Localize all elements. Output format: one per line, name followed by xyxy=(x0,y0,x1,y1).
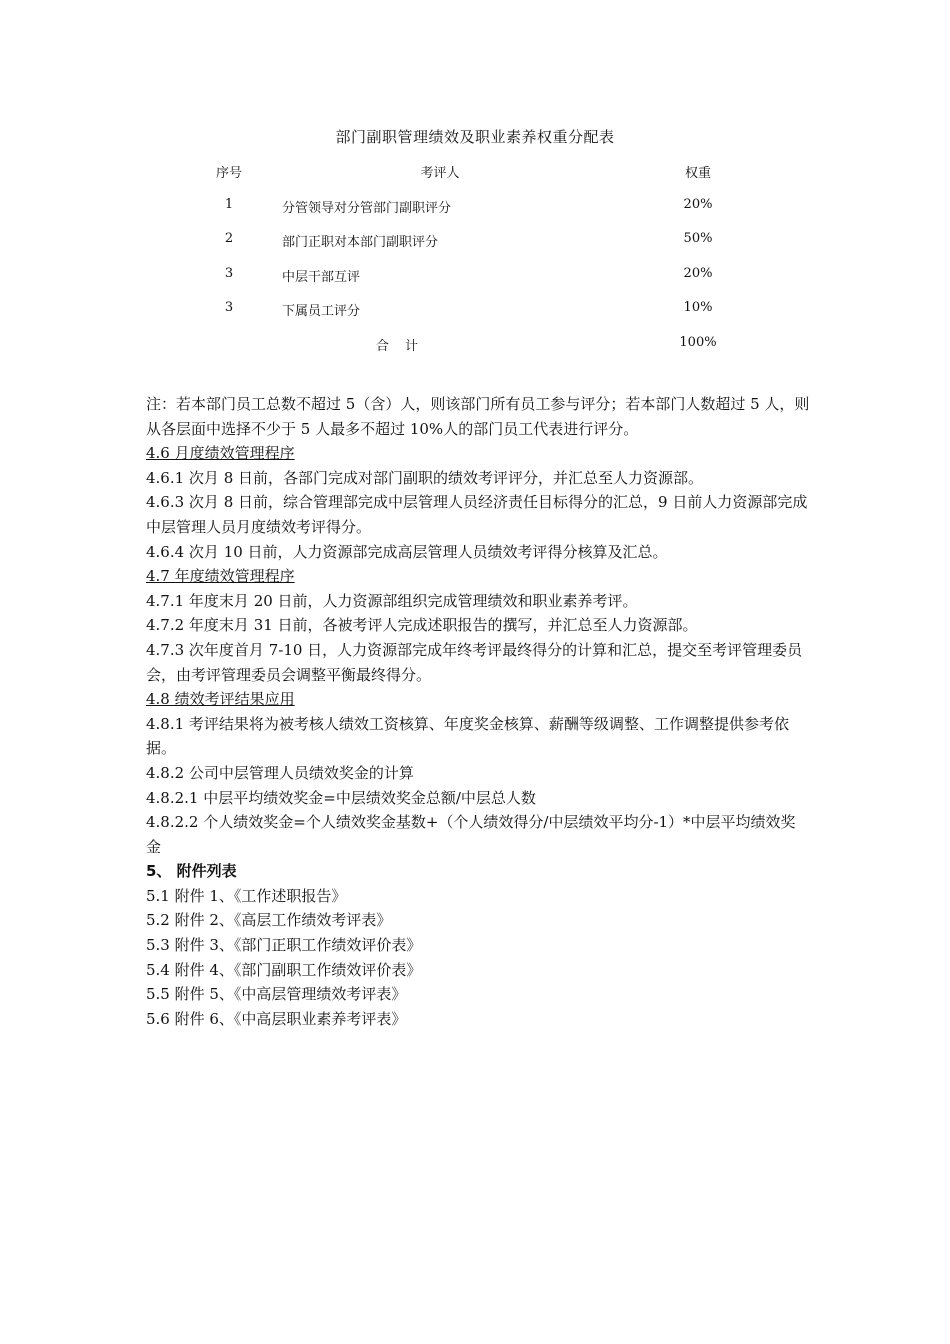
table-row xyxy=(150,298,800,333)
attachment-item: 5.1 附件 1、《工作述职报告》 xyxy=(146,886,347,905)
attachment-item: 5.3 附件 3、《部门正职工作绩效评价表》 xyxy=(146,936,422,955)
attachment-item: 5.2 附件 2、《高层工作绩效考评表》 xyxy=(146,911,392,930)
paragraph-4-7-2: 4.7.2 年度末月 31 日前，各被考评人完成述职报告的撰写，并汇总至人力资源部。 xyxy=(146,616,698,635)
table-total-row xyxy=(150,333,800,368)
paragraph-4-8-2-2: 4.8.2.2 个人绩效奖金=个人绩效奖金基数+（个人绩效得分/中层绩效平均分-1）*中层平均绩效奖金 xyxy=(146,813,796,856)
row-no: 1 xyxy=(224,196,234,212)
header-weight: 权重 xyxy=(684,166,711,181)
paragraph-4-6-3: 4.6.3 次月 8 日前，综合管理部完成中层管理人员经济责任目标得分的汇总，9 日前人力资源部完成中层管理人员月度绩效考评得分。 xyxy=(146,493,808,536)
weight-table xyxy=(150,160,800,367)
row-weight: 50% xyxy=(683,231,713,246)
section-heading-4-8: 4.8 绩效考评结果应用 xyxy=(146,690,295,709)
paragraph-4-6-4: 4.6.4 次月 10 日前，人力资源部完成高层管理人员绩效考评得分核算及汇总。 xyxy=(146,542,668,561)
section-heading-4-6: 4.6 月度绩效管理程序 xyxy=(146,444,295,463)
attachment-item: 5.5 附件 5、《中高层管理绩效考评表》 xyxy=(146,985,407,1004)
table-row xyxy=(150,195,800,230)
section-heading-5: 5、 附件列表 xyxy=(146,862,237,881)
row-weight: 10% xyxy=(683,300,713,315)
paragraph-4-8-2: 4.8.2 公司中层管理人员绩效奖金的计算 xyxy=(146,763,414,782)
row-weight: 20% xyxy=(683,196,713,212)
table-row xyxy=(150,264,800,299)
paragraph-4-8-1: 4.8.1 考评结果将为被考核人绩效工资核算、年度奖金核算、薪酬等级调整、工作调整提供参考依据。 xyxy=(146,714,789,758)
table-header-row xyxy=(150,160,800,195)
header-evaluator: 考评人 xyxy=(420,166,460,181)
total-weight: 100% xyxy=(679,334,717,350)
row-no: 2 xyxy=(224,231,234,246)
paragraph-4-6-1: 4.6.1 次月 8 日前，各部门完成对部门副职的绩效考评评分，并汇总至人力资源部。 xyxy=(146,468,704,487)
row-evaluator: 分管领导对分管部门副职评分 xyxy=(282,200,452,216)
note-paragraph: 注：若本部门员工总数不超过 5（含）人，则该部门所有员工参与评分；若本部门人数超过 5 人，则从各层面中选择不少于 5 人最多不超过 10%人的部门员工代表进行评分。 xyxy=(146,395,810,438)
section-heading-4-7: 4.7 年度绩效管理程序 xyxy=(146,567,295,586)
header-no: 序号 xyxy=(215,166,242,181)
paragraph-4-7-1: 4.7.1 年度末月 20 日前，人力资源部组织完成管理绩效和职业素养考评。 xyxy=(146,591,638,610)
total-label: 合 计 xyxy=(375,338,425,354)
row-evaluator: 部门正职对本部门副职评分 xyxy=(282,235,439,250)
row-weight: 20% xyxy=(683,265,713,281)
table-row xyxy=(150,229,800,264)
attachment-item: 5.6 附件 6、《中高层职业素养考评表》 xyxy=(146,1009,407,1028)
row-no: 3 xyxy=(224,265,234,281)
row-evaluator: 中层干部互评 xyxy=(282,269,361,285)
paragraph-4-8-2-1: 4.8.2.1 中层平均绩效奖金=中层绩效奖金总额/中层总人数 xyxy=(146,788,536,807)
paragraph-4-7-3: 4.7.3 次年度首月 7-10 日，人力资源部完成年终考评最终得分的计算和汇总，提交至考评管理委员会，由考评管理委员会调整平衡最终得分。 xyxy=(146,640,803,684)
body-text xyxy=(146,392,810,1031)
row-no: 3 xyxy=(224,300,234,315)
row-evaluator: 下属员工评分 xyxy=(282,304,361,319)
table-title: 部门副职管理绩效及职业素养权重分配表 xyxy=(335,128,615,146)
attachment-item: 5.4 附件 4、《部门副职工作绩效评价表》 xyxy=(146,960,422,979)
